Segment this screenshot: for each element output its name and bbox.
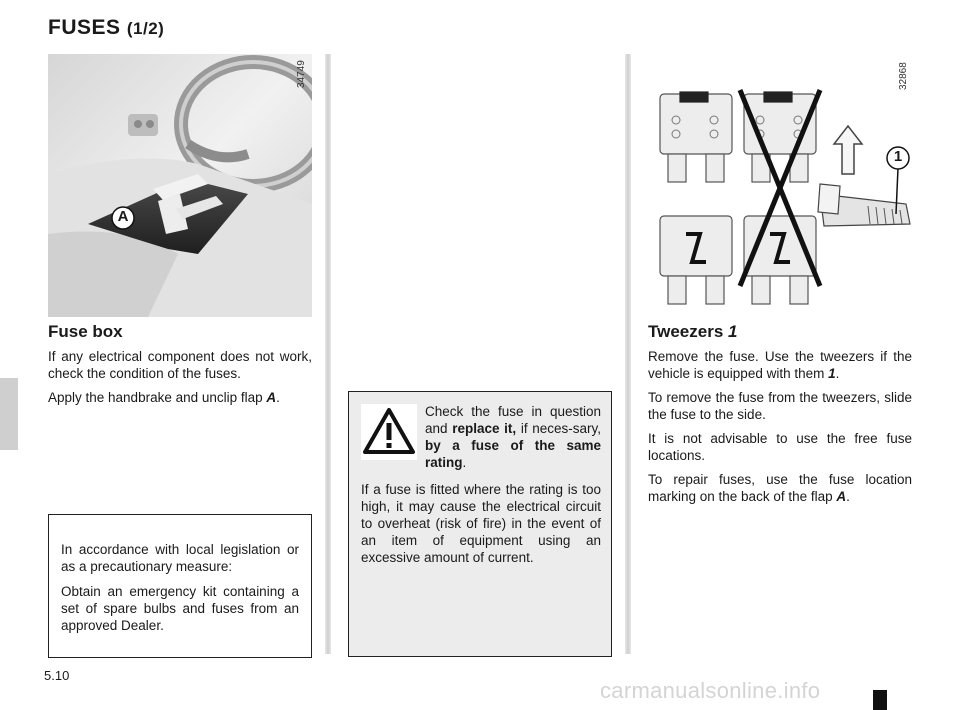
tweezers-heading [648,322,737,342]
photo-reference-number: 34749 [296,60,307,88]
fuse-box-photo [48,54,312,317]
warning-para-1-a: Check the fuse in question and [425,404,601,436]
tweezers-para-1-end: . [835,366,840,381]
fuse-box-heading: Fuse box [48,322,123,341]
warning-triangle-icon [361,404,417,460]
fuse-box-para-2-end: . [276,390,280,405]
tweezers-para-4-end: . [846,489,850,504]
column-separator-left [325,54,331,654]
tweezers-para-4 [648,471,912,505]
warning-para-2: If a fuse is fitted where the rating is too high, it may cause the electrical circuit to overheat (risk of fire) in the event of an item of equipment using an excessive amount of current. [361,482,601,565]
bottom-edge-tab [873,690,887,710]
legislation-notice-para-2: Obtain an emergency kit containing a set of spare bulbs and fuses from an approved Dealer. [61,584,299,633]
warning-para-1-b: replace it, [452,421,517,436]
page-title-main: FUSES [48,16,121,39]
tweezers-para-4-flap: A [836,489,847,504]
fuse-box-para-2 [48,389,312,406]
tweezers-para-1-number: 1 [828,366,836,381]
warning-para-1-e: . [462,455,467,470]
tweezers-heading-text: Tweezers [648,322,729,341]
diagram-label-1: 1 [893,148,903,165]
page-title-sub: (1/2) [126,19,165,38]
fuse-box-illustration [48,54,312,317]
tweezers-diagram [648,54,914,317]
page-number: 5.10 [44,668,70,683]
warning-para-1-d: by a fuse of the same rating [425,438,601,470]
tweezers-heading-number: 1 [728,322,738,341]
column-separator-right [625,54,631,654]
photo-label-a: A [117,208,129,225]
tweezers-para-3: It is not advisable to use the free fuse locations. [648,431,912,463]
fuse-box-para-2-text: Apply the handbrake and unclip flap [48,390,267,405]
tweezers-para-1-text: Remove the fuse. Use the tweezers if the vehicle is equipped with them [648,349,912,381]
warning-para-1-c: if neces-sary, [516,421,602,436]
warning-box [348,391,612,657]
legislation-notice-para-1: In accordance with local legislation or as a precautionary measure: [61,542,299,574]
chapter-side-tab [0,378,18,450]
tweezers-para-2: To remove the fuse from the tweezers, slide the fuse to the side. [648,390,912,422]
watermark-text: carmanualsonline.info [600,678,821,703]
page-title [48,16,164,40]
diagram-reference-number: 32868 [898,62,909,90]
fuse-box-para-1: If any electrical component does not work, check the condition of the fuses. [48,349,312,381]
fuse-box-para-2-flap: A [266,390,277,405]
legislation-notice-box [48,514,312,658]
fuse-tweezers-illustration [648,54,914,317]
tweezers-para-1 [648,348,912,382]
tweezers-para-4-text: To repair fuses, use the fuse location marking on the back of the flap [648,472,912,504]
